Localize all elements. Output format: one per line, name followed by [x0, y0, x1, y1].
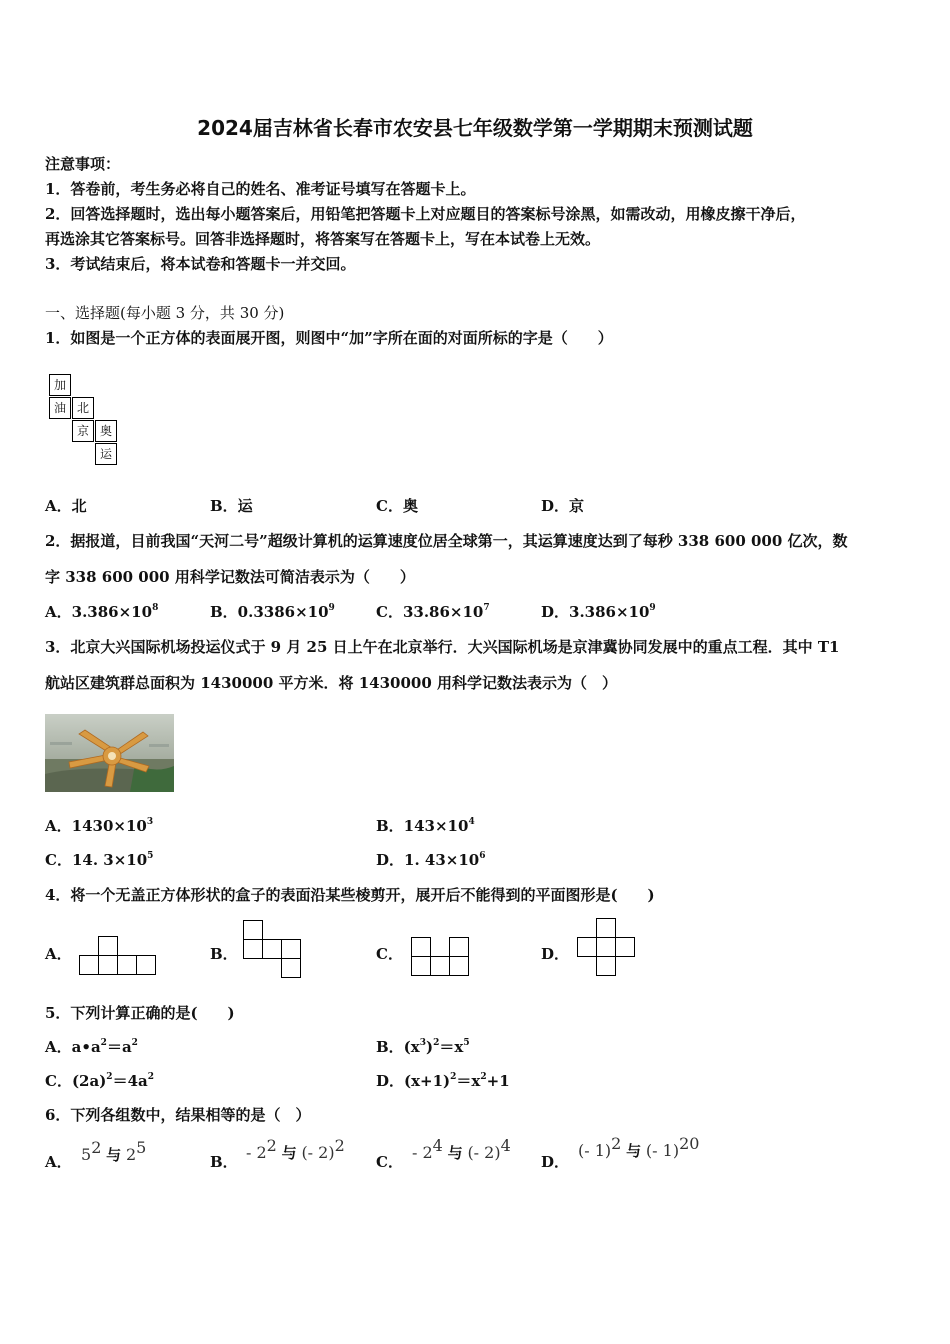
- notice-item: 1．答卷前，考生务必将自己的姓名、准考证号填写在答题卡上。: [45, 180, 476, 198]
- option-c: C．: [376, 945, 403, 963]
- option-c-expression: - $2^4$ 与 (- 2)$^4$: [412, 1136, 511, 1162]
- option-c: C．$(2a)^2=4a^2$: [45, 1072, 154, 1090]
- option-a-expression: $5^2$ 与 $2^5$: [81, 1138, 147, 1164]
- option-d: D．$3.386\times 10^9$: [541, 603, 656, 621]
- option-b: B．$0.3386\times 10^9$: [210, 603, 335, 621]
- net-cell: 油: [49, 397, 71, 419]
- question-1: 1．如图是一个正方体的表面展开图，则图中“加”字所在面的对面所标的字是（ ）: [45, 329, 613, 347]
- question-3: 3．北京大兴国际机场投运仪式于 9 月 25 日上午在北京举行．大兴国际机场是京津冀协同发展中的重点工程．其中 T1: [45, 638, 840, 656]
- option-b: B．$143\times 10^4$: [376, 817, 475, 835]
- option-a: A．北: [45, 497, 87, 515]
- airport-photo: [45, 714, 174, 792]
- option-c: C．奥: [376, 497, 418, 515]
- option-a: A．: [45, 945, 72, 963]
- notice-item: 3．考试结束后，将本试卷和答题卡一并交回。: [45, 255, 356, 273]
- option-c: C．$33.86\times 10^7$: [376, 603, 490, 621]
- section-heading: 一、选择题(每小题 3 分，共 30 分): [45, 304, 285, 322]
- option-a: A．$1430\times 10^3$: [45, 817, 154, 835]
- option-b-expression: - $2^2$ 与 (- 2)$^2$: [246, 1136, 345, 1162]
- option-a: A．$3.386\times 10^8$: [45, 603, 159, 621]
- option-d-expression: (- 1)$^2$ 与 (- 1)$^{20}$: [578, 1134, 700, 1160]
- net-cell: 加: [49, 374, 71, 396]
- question-6: 6．下列各组数中，结果相等的是（ ）: [45, 1106, 311, 1124]
- option-d: D．京: [541, 497, 585, 515]
- question-4: 4．将一个无盖正方体形状的盒子的表面沿某些棱剪开，展开后不能得到的平面图形是( ): [45, 886, 655, 904]
- option-b: B．$(x^3)^2=x^5$: [376, 1038, 470, 1056]
- notice-item: 2．回答选择题时，选出每小题答案后，用铅笔把答题卡上对应题目的答案标号涂黑，如需改动，用橡皮擦干净后，: [45, 205, 806, 223]
- option-d: D．: [541, 945, 570, 963]
- net-cell: 北: [72, 397, 94, 419]
- option-d: D．: [541, 1153, 570, 1171]
- page-title: 2024届吉林省长春市农安县七年级数学第一学期期末预测试题: [197, 116, 753, 140]
- option-a: A．$a•a^2=a^2$: [45, 1038, 138, 1056]
- option-b: B．: [210, 1153, 238, 1171]
- option-c: C．: [376, 1153, 403, 1171]
- question-2-cont: 字 338 600 000 用科学记数法可简洁表示为（ ）: [45, 568, 415, 586]
- question-3-cont: 航站区建筑群总面积为 1430000 平方米．将 1430000 用科学记数法表示为（ ）: [45, 674, 618, 692]
- option-d: D．$(x+1)^2=x^2+1$: [376, 1072, 510, 1090]
- net-cell: 京: [72, 420, 94, 442]
- notice-heading: 注意事项：: [45, 155, 121, 173]
- option-b: B．: [210, 945, 238, 963]
- option-b: B．运: [210, 497, 253, 515]
- option-a: A．: [45, 1153, 72, 1171]
- question-5: 5．下列计算正确的是( ): [45, 1004, 235, 1022]
- question-2: 2．据报道，目前我国“天河二号”超级计算机的运算速度位居全球第一，其运算速度达到了每秒 338 600 000 亿次，数: [45, 532, 848, 550]
- notice-item: 再选涂其它答案标号。回答非选择题时，将答案写在答题卡上，写在本试卷上无效。: [45, 230, 601, 248]
- option-d: D．1. $43\times 10^6$: [376, 851, 486, 869]
- net-cell: 运: [95, 443, 117, 465]
- net-cell: 奥: [95, 420, 117, 442]
- option-c: C．14. $3\times 10^5$: [45, 851, 154, 869]
